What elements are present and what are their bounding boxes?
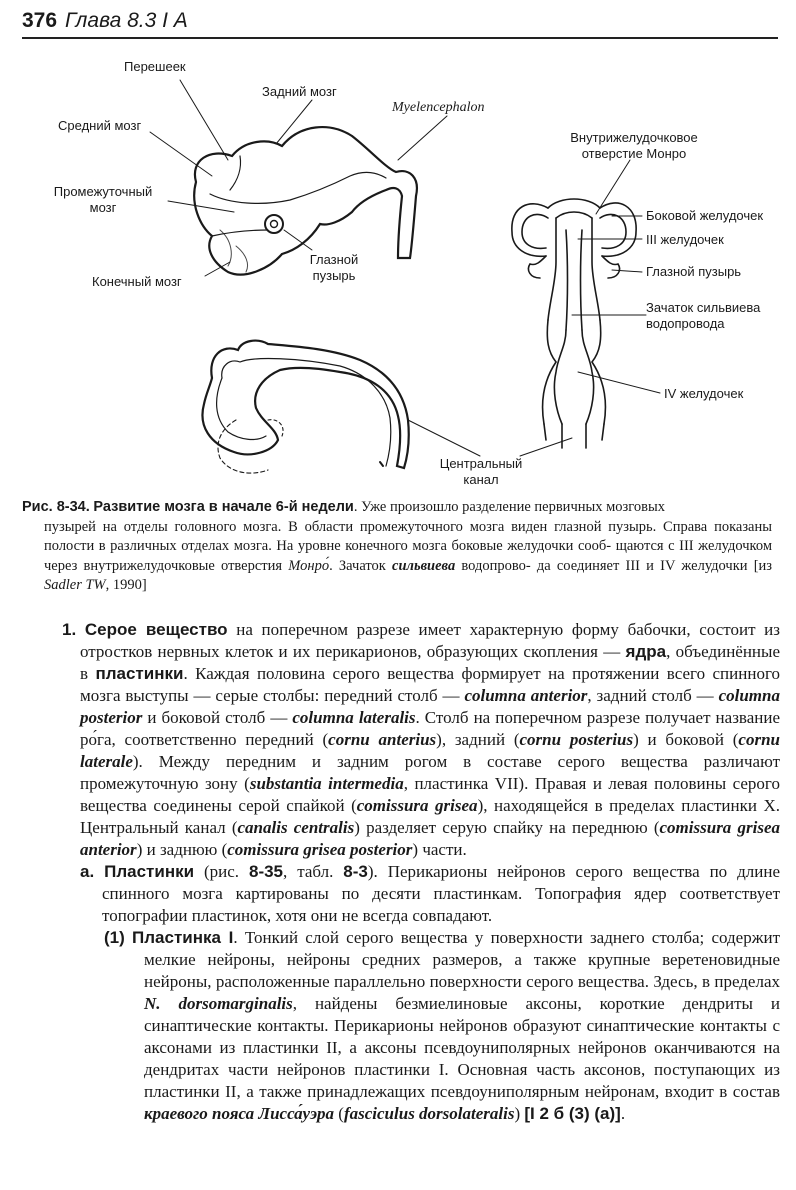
label-monro-line1: Внутрижелудочковое <box>570 130 698 145</box>
label-diencephalon-line1: Промежуточный <box>53 184 153 199</box>
caption-source-year: , 1990] <box>105 577 147 593</box>
text-run: ) <box>514 1104 525 1123</box>
label-aqueduct-line1: Зачаток сильвиева <box>646 300 761 315</box>
text-run: ) и боковой ( <box>633 730 739 749</box>
latin-term: comissura grisea posterior <box>227 840 413 859</box>
label-telencephalon: Конечный мозг <box>92 274 182 289</box>
caption-line4a: щаются с III желудочком через внутрижелудочковые отверстия <box>44 538 773 574</box>
caption-figure-number: Рис. 8-34. <box>22 499 90 515</box>
latin-term: N. dorsomarginalis <box>144 994 293 1013</box>
latin-term: cornu anterius <box>328 730 437 749</box>
caption-line3: показаны полости в различных отделах мозга. На уровне конечного мозга боковые желудочки сооб- <box>44 518 772 554</box>
table-reference: 8-3 <box>343 862 368 881</box>
label-lateral-ventricle: Боковой желудочек <box>646 208 764 223</box>
term-nuclei: ядра <box>625 642 667 661</box>
text-run: ) разделяет серую спайку на переднюю ( <box>354 818 660 837</box>
latin-term: columna lateralis <box>292 708 416 727</box>
latin-term: comissura grisea <box>356 796 478 815</box>
text-run: ) части. <box>412 840 467 859</box>
paragraph-lamina-1 <box>62 927 780 1125</box>
label-foramen-monro <box>534 130 734 162</box>
text-run: (рис. <box>194 862 249 881</box>
figure-reference: 8-35 <box>248 862 284 881</box>
paragraph-gray-matter <box>62 619 780 861</box>
label-myelencephalon: Myelencephalon <box>392 100 485 115</box>
term-lamina-1: Пластинка I <box>132 928 234 947</box>
text-run: , объединённые в <box>80 642 780 683</box>
latin-term: columna posterior <box>80 686 780 727</box>
text-run: . Каждая половина серого вещества формирует на протяжении всего спинного мозга выступы — серые столбы: передний столб — <box>80 664 780 705</box>
paragraph-number: 1. <box>62 620 77 639</box>
label-optic-vesicle-line2: пузырь <box>312 268 356 283</box>
text-run: , табл. <box>283 862 344 881</box>
label-optic-vesicle-line1: Глазной <box>309 252 359 267</box>
paragraph-subnumber: (1) <box>104 928 125 947</box>
paragraph-laminae <box>62 861 780 927</box>
text-run: , задний столб — <box>587 686 719 705</box>
latin-term: canalis centralis <box>237 818 355 837</box>
caption-title: Развитие мозга в начале 6-й недели <box>93 499 354 515</box>
label-optic-vesicle-right: Глазной пузырь <box>646 264 742 279</box>
term-lissauer-zone: краевого пояса Лисса́уэра <box>144 1104 335 1123</box>
text-run: , пластинка VII). Правая и левая половины серого вещества соединены серой спайкой ( <box>80 774 780 815</box>
cross-reference: [I 2 б (3) (а)] <box>524 1104 621 1123</box>
latin-term: comissura grisea anterior <box>80 818 781 859</box>
text-run: ), задний ( <box>436 730 520 749</box>
caption-line4e: водопрово- <box>461 557 531 574</box>
latin-term: columna anterior <box>464 686 588 705</box>
text-run: ), находящейся в пределах пластинки X. Центральный канал ( <box>80 796 780 837</box>
latin-term: cornu laterale <box>80 730 780 771</box>
paragraph-letter: а. <box>80 862 95 881</box>
label-aqueduct <box>646 300 760 332</box>
latin-term: substantia intermedia <box>249 774 404 793</box>
term-laminae-heading: Пластинки <box>104 862 195 881</box>
text-run: . Столб на поперечном разрезе получает название ро́га, соответственно передний ( <box>80 708 781 749</box>
label-central-canal-line1: Центральный <box>439 456 523 471</box>
label-isthmus: Перешеек <box>124 59 186 74</box>
running-title: Глава 8.3 I А <box>65 9 188 32</box>
ventricular-system <box>512 199 636 448</box>
label-diencephalon-line2: мозг <box>89 200 117 215</box>
caption-line1: . Уже произошло разделение первичных мозговых <box>353 499 665 515</box>
latin-term: cornu posterius <box>519 730 634 749</box>
term-laminae: пластинки <box>95 664 184 683</box>
label-central-canal <box>426 456 536 488</box>
figure-caption <box>22 498 772 596</box>
label-midbrain: Средний мозг <box>58 118 142 133</box>
caption-monro: Монро́ <box>288 557 330 574</box>
text-run: ). Перикарионы нейронов серого вещества по длине спинного мозга картированы по десяти пластинкам. Топография ядер соответствует топографии пластинок, хотя они не всегда совпадают. <box>102 862 780 925</box>
optic-vesicle <box>265 215 283 233</box>
label-third-ventricle: III желудочек <box>646 232 724 247</box>
embryo-section-outline <box>202 341 408 468</box>
text-run: на поперечном разрезе имеет характерную форму бабочки, состоит из отростков нервных клеток и их перикарионов, образующих скопления — <box>80 620 780 661</box>
text-run: ) и заднюю ( <box>136 840 228 859</box>
text-run: и боковой столб — <box>142 708 293 727</box>
page-number: 376 <box>22 9 58 32</box>
label-optic-vesicle <box>296 252 372 284</box>
label-hindbrain: Задний мозг <box>262 84 337 99</box>
label-monro-line2: отверстие Монро <box>581 146 687 161</box>
text-run: . Тонкий слой серого вещества у поверхности заднего столба; содержит мелкие нейроны, нейроны средних размеров, а также крупные веретеновидные нейроны, расположенные параллельно поверхности серого вещества. Здесь, в пределах <box>144 928 780 991</box>
caption-line5a: да соединяет III и IV желудочки [из <box>536 557 773 574</box>
page-header <box>22 8 188 33</box>
label-central-canal-line2: канал <box>463 472 499 487</box>
label-aqueduct-line2: водопровода <box>646 316 725 331</box>
caption-sylvius: сильвиева <box>392 557 456 574</box>
caption-line4c: . Зачаток <box>329 557 386 574</box>
label-diencephalon <box>38 184 168 216</box>
label-fourth-ventricle: IV желудочек <box>664 386 744 401</box>
header-rule <box>22 37 778 39</box>
text-run: ). Между передним и задним рогом в составе серого вещества различают промежуточную зону ( <box>80 752 780 793</box>
text-run: , найдены безмиелиновые аксоны, короткие дендриты и синаптические контакты. Перикарионы нейронов образуют синаптические контакты с аксонами из пластинки II, а аксоны псевдоуниполярных нейронов оканчиваются на дендритах части нейронов пластинки I. Основная часть аксонов, поступающих из пластинки II, а также принадлежащих псевдоуниполярным нейронам, входит в состав <box>144 994 780 1101</box>
main-text <box>62 619 780 1125</box>
text-run: . <box>620 1104 626 1123</box>
caption-continuation <box>22 518 772 596</box>
caption-source-author: Sadler TW <box>44 577 106 593</box>
caption-line2: пузырей на отделы головного мозга. В области промежуточного мозга виден глазной пузырь. Справа <box>44 518 708 535</box>
latin-term: fasciculus dorsolateralis <box>343 1104 515 1123</box>
term-gray-matter: Серое вещество <box>84 620 228 639</box>
text-run: ( <box>334 1104 344 1123</box>
